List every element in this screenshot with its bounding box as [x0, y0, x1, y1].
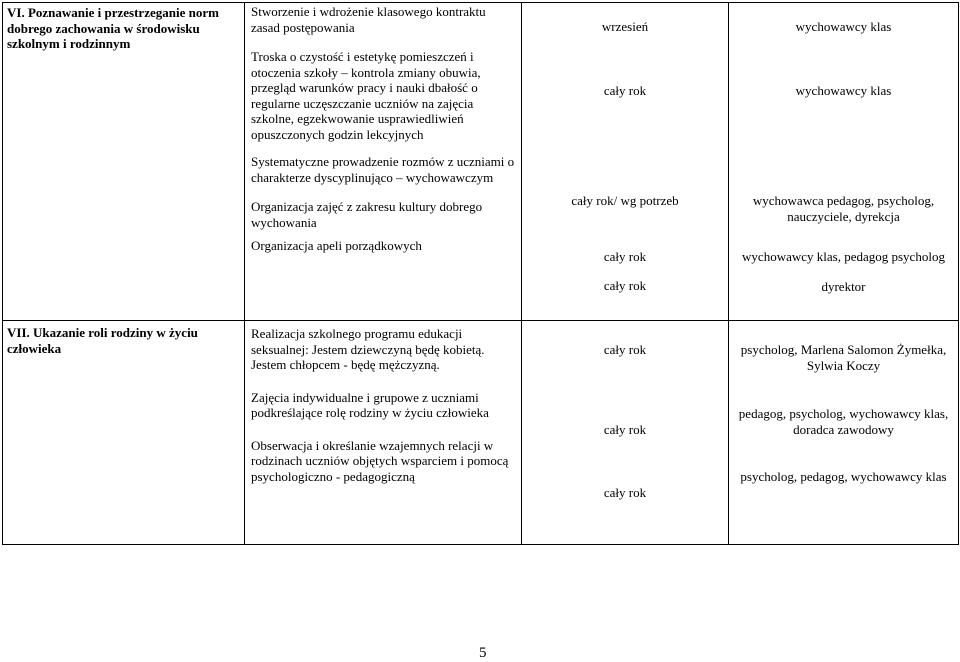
- responsible-text: wychowawcy klas: [795, 82, 892, 98]
- tasks-cell: [245, 3, 522, 321]
- responsible-text: dyrektor: [821, 278, 866, 294]
- table-row: [3, 3, 959, 321]
- responsible-text: wychowawcy klas: [795, 19, 892, 34]
- section-title: VI. Poznawanie i przestrzeganie norm dobrego zachowania w środowisku szkolnym i rodzinnym: [3, 3, 245, 321]
- term-text: cały rok/ wg potrzeb: [571, 193, 679, 208]
- term-text: cały rok: [603, 342, 647, 357]
- responsible-text: pedagog, psycholog, wychowawcy klas, doradca zawodowy: [738, 406, 949, 437]
- term-text: wrzesień: [601, 19, 649, 34]
- term-text: cały rok: [603, 82, 647, 98]
- responsible-text: wychowawca pedagog, psycholog, nauczyciele, dyrekcja: [752, 193, 935, 224]
- table-row: [3, 321, 959, 545]
- responsible-text: wychowawcy klas, pedagog psycholog: [742, 249, 945, 264]
- task-text: Realizacja szkolnego programu edukacji seksualnej: Jestem dziewczyną będę kobietą. Jestem chłopcem - będę mężczyzną.: [251, 326, 485, 372]
- task-text: Organizacja zajęć z zakresu kultury dobrego wychowania: [251, 199, 483, 230]
- task-text: Obserwacja i określanie wzajemnych relacji w rodzinach uczniów objętych wsparciem i pomocą psychologiczno - pedagogiczną: [251, 437, 509, 484]
- page-number: 5: [479, 645, 487, 661]
- section-title: VII. Ukazanie roli rodziny w życiu człowieka: [3, 321, 245, 545]
- plan-table: [2, 2, 959, 545]
- tasks-cell: [245, 321, 522, 545]
- task-text: Systematyczne prowadzenie rozmów z uczniami o charakterze dyscyplinująco – wychowawczym: [251, 154, 515, 185]
- term-text: cały rok: [603, 278, 647, 293]
- term-text: cały rok: [603, 421, 647, 437]
- terms-cell: [522, 3, 729, 321]
- term-text: cały rok: [603, 248, 647, 264]
- responsible-text: psycholog, Marlena Salomon Żymełka, Sylwia Koczy: [740, 342, 947, 373]
- task-text: Zajęcia indywidualne i grupowe z uczniami podkreślające rolę rodziny w życiu człowieka: [251, 389, 489, 420]
- responsible-text: psycholog, pedagog, wychowawcy klas: [740, 469, 947, 484]
- responsible-cell: [729, 3, 959, 321]
- term-text: cały rok: [603, 485, 647, 500]
- task-text: Organizacja apeli porządkowych: [251, 238, 422, 253]
- task-text: Stworzenie i wdrożenie klasowego kontraktu zasad postępowania: [251, 4, 486, 35]
- terms-cell: [522, 321, 729, 545]
- task-text: Troska o czystość i estetykę pomieszczeń i otoczenia szkoły – kontrola zmiany obuwia, przegląd warunków pracy i nauki dbałość o regularne uczęszczanie uczniów na zajęcia szkolne, egzekwowanie usprawiedliwień opuszczonych godzin lekcyjnych: [251, 49, 481, 142]
- responsible-cell: [729, 321, 959, 545]
